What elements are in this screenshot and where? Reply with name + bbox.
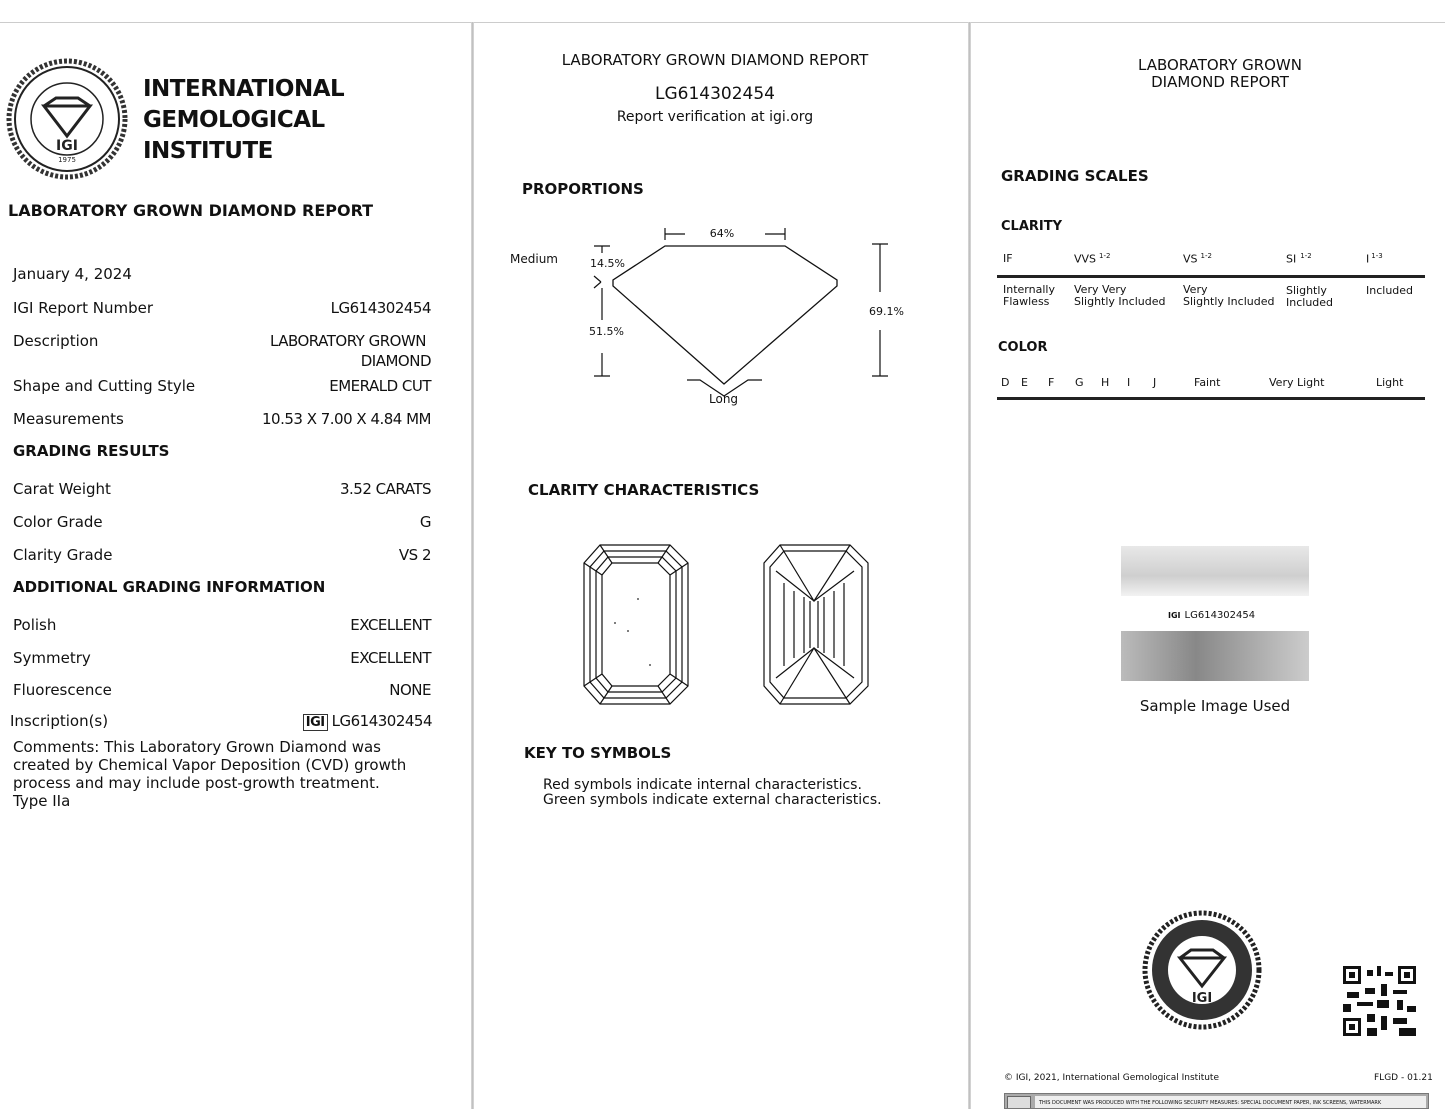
clarity-grade-i: I $^{1-3}$ <box>1366 252 1383 266</box>
clarity-desc-i: Included <box>1366 284 1414 297</box>
color-scale-heading: COLOR <box>998 340 1048 355</box>
sample-inscription-image-bottom <box>1121 631 1309 681</box>
sample-inscription-image-top <box>1121 546 1309 596</box>
institute-name: INTERNATIONAL <box>143 76 345 102</box>
institute-name: GEMOLOGICAL <box>143 107 325 133</box>
girdle-label: Medium <box>510 252 558 266</box>
clarity-row: Clarity Grade VS 2 <box>13 546 431 564</box>
clarity-desc-if: Internally Flawless <box>1003 283 1055 308</box>
igi-seal-logo <box>6 58 128 180</box>
color-row: Color Grade G <box>13 513 431 531</box>
table-percent: 64% <box>709 227 735 240</box>
middle-report-number: LG614302454 <box>655 84 775 104</box>
symmetry-row: Symmetry EXCELLENT <box>13 649 431 667</box>
carat-row: Carat Weight 3.52 CARATS <box>13 480 431 498</box>
clarity-grade-si: SI $^{1-2}$ <box>1286 252 1312 266</box>
report-number-row: IGI Report Number LG614302454 <box>13 299 431 317</box>
verification-link[interactable]: Report verification at igi.org <box>616 109 814 125</box>
proportions-heading: PROPORTIONS <box>522 180 644 198</box>
color-grade: E <box>1021 376 1028 389</box>
color-grade: J <box>1153 376 1157 389</box>
svg-text:IGI: IGI <box>1191 991 1213 1006</box>
proportions-diagram <box>500 210 920 410</box>
color-grade: Faint <box>1194 376 1221 389</box>
shape-row: Shape and Cutting Style EMERALD CUT <box>13 377 431 395</box>
depth-percent: 69.1% <box>869 305 904 318</box>
clarity-grade-vvs: VVS $^{1-2}$ <box>1074 252 1111 266</box>
clarity-scale-rule <box>997 275 1425 278</box>
culet-label: Long <box>709 392 739 406</box>
pavilion-percent: 51.5% <box>589 325 624 338</box>
sample-inscription-text: IGI LG614302454 <box>1168 610 1256 621</box>
clarity-plot-diagrams <box>582 543 872 708</box>
clarity-characteristics-heading: CLARITY CHARACTERISTICS <box>528 481 760 499</box>
color-grade: H <box>1101 376 1110 389</box>
fold-divider <box>471 22 474 1109</box>
clarity-grade-vs: VS $^{1-2}$ <box>1183 252 1212 266</box>
institute-name: INSTITUTE <box>143 138 273 164</box>
inscription-row: Inscription(s) IGI LG614302454 <box>10 712 432 730</box>
description-row: Description LABORATORY GROWN <box>13 332 426 350</box>
measurements-row: Measurements 10.53 X 7.00 X 4.84 MM <box>13 410 431 428</box>
color-grade: Very Light <box>1269 376 1325 389</box>
comments: Comments: This Laboratory Grown Diamond was created by Chemical Vapor Deposition (CVD) growth process and may include post-growth treatment. Type IIa <box>13 738 407 810</box>
color-grade: I <box>1127 376 1131 389</box>
svg-text:IGI: IGI <box>56 138 78 154</box>
fluorescence-row: Fluorescence NONE <box>13 681 431 699</box>
color-grade: D <box>1001 376 1010 389</box>
additional-heading: ADDITIONAL GRADING INFORMATION <box>13 578 326 596</box>
document-icon <box>1007 1096 1031 1109</box>
sample-caption: Sample Image Used <box>1139 697 1291 715</box>
color-grade: G <box>1075 376 1084 389</box>
igi-mark-icon: IGI <box>303 714 328 731</box>
clarity-desc-vvs: Very Very Slightly Included <box>1074 283 1166 308</box>
clarity-grade-if: IF <box>1003 252 1013 265</box>
clarity-desc-si: Slightly Included <box>1286 284 1334 309</box>
color-scale-rule <box>997 397 1425 400</box>
copyright: © IGI, 2021, International Gemological Institute <box>1004 1073 1219 1083</box>
form-code: FLGD - 01.21 <box>1374 1073 1433 1083</box>
clarity-desc-vs: Very Slightly Included <box>1183 283 1275 308</box>
igi-seal-stamp <box>1142 910 1262 1030</box>
key-to-symbols-heading: KEY TO SYMBOLS <box>524 744 672 762</box>
fold-divider <box>968 22 971 1109</box>
crown-percent: 14.5% <box>590 257 625 270</box>
page-top-edge <box>0 22 1445 23</box>
svg-text:1975: 1975 <box>58 156 76 164</box>
qr-code[interactable] <box>1343 966 1416 1036</box>
color-grade: F <box>1048 376 1055 389</box>
key-to-symbols-text: Red symbols indicate internal characteristics. Green symbols indicate external characteristics. <box>543 777 882 808</box>
right-title: LABORATORY GROWN DIAMOND REPORT <box>1138 56 1302 91</box>
security-text: THIS DOCUMENT WAS PRODUCED WITH THE FOLLOWING SECURITY MEASURES: SPECIAL DOCUMENT PAPER, INK SCREENS, WATERMARK <box>1035 1096 1426 1109</box>
middle-title: LABORATORY GROWN DIAMOND REPORT <box>561 51 869 69</box>
color-grade: Light <box>1376 376 1404 389</box>
report-title: LABORATORY GROWN DIAMOND REPORT <box>8 201 374 220</box>
grading-scales-heading: GRADING SCALES <box>1001 167 1149 185</box>
clarity-scale-heading: CLARITY <box>1001 219 1063 234</box>
report-date: January 4, 2024 <box>13 265 132 283</box>
security-bar <box>1004 1093 1429 1109</box>
grading-results-heading: GRADING RESULTS <box>13 442 170 460</box>
polish-row: Polish EXCELLENT <box>13 616 431 634</box>
report-number: LG614302454 <box>330 299 431 317</box>
